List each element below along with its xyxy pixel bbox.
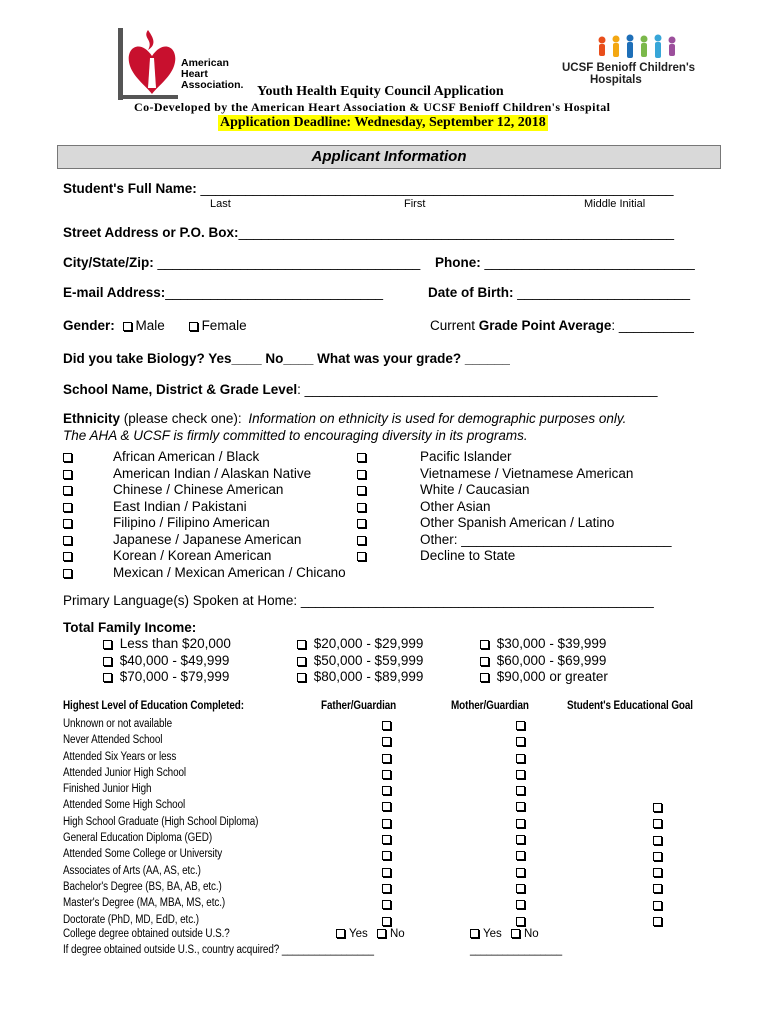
ethnicity-option-label: Filipino / Filipino American [113,515,270,530]
mother-education-checkbox[interactable] [516,884,525,893]
father-education-checkbox[interactable] [382,868,391,877]
list-item[interactable] [103,653,231,670]
dob-input[interactable]: _______________________ [517,285,690,300]
father-education-checkbox[interactable] [382,851,391,860]
list-item[interactable] [103,669,231,686]
dob-label: Date of Birth: [428,285,514,300]
list-item[interactable] [297,653,423,670]
list-item: Bachelor's Degree (BS, BA, AB, etc.) [63,880,222,893]
list-item[interactable] [357,532,672,549]
language-label: Primary Language(s) Spoken at Home: [63,593,298,608]
gpa-label-prefix: Current [430,318,479,333]
income-checkbox[interactable] [480,640,489,649]
ethnicity-checkbox[interactable] [63,503,72,512]
section-header-bar [57,145,721,169]
father-outside-yes-label: Yes [349,928,368,940]
list-item[interactable] [357,499,672,516]
form-title: Youth Health Equity Council Application [257,84,504,99]
income-option-label: $30,000 - $39,999 [496,636,607,651]
father-outside-no-label: No [389,928,405,940]
ethnicity-option-label: Chinese / Chinese American [113,482,284,497]
father-outside-yes-checkbox[interactable] [336,929,345,938]
father-education-checkbox[interactable] [382,721,391,730]
income-col-2 [297,636,423,686]
father-education-checkbox[interactable] [382,900,391,909]
income-option-label: $40,000 - $49,999 [119,652,230,668]
list-item[interactable] [480,653,608,670]
mother-guardian-header: Mother/Guardian [451,700,529,712]
full-name-label: Student's Full Name: [63,181,197,196]
mother-education-checkbox[interactable] [516,737,525,746]
gender-male-label: Male [135,318,165,333]
gender-female-checkbox[interactable] [189,322,198,331]
mother-education-checkbox[interactable] [516,786,525,795]
mother-education-checkbox[interactable] [516,770,525,779]
list-item[interactable] [63,482,346,499]
list-item: Doctorate (PhD, MD, EdD, etc.) [63,913,199,926]
mother-education-checkbox[interactable] [516,900,525,909]
ethnicity-label: Ethnicity [63,411,121,426]
mother-education-checkbox[interactable] [516,868,525,877]
mother-education-checkbox[interactable] [516,802,525,811]
list-item[interactable] [357,548,672,565]
full-name-input[interactable]: _______________________________________________________________ [200,181,674,196]
ethnicity-checkbox[interactable] [357,453,366,462]
ethnicity-option-label: Other Asian [420,498,491,514]
list-item[interactable] [103,636,231,653]
income-option-label: Less than $20,000 [119,636,231,651]
father-education-checkbox[interactable] [382,819,391,828]
gender-label: Gender: [63,318,115,333]
goal-education-checkbox[interactable] [653,884,662,893]
ethnicity-checkbox[interactable] [357,503,366,512]
ethnicity-checkbox[interactable] [357,552,366,561]
father-education-checkbox[interactable] [382,737,391,746]
father-checkbox-column [382,717,395,929]
father-education-checkbox[interactable] [382,770,391,779]
mother-checkbox-column [516,717,529,929]
income-checkbox[interactable] [103,657,112,666]
goal-education-checkbox[interactable] [653,819,662,828]
mother-education-checkbox[interactable] [516,835,525,844]
section-title: Applicant Information [311,148,467,165]
income-checkbox[interactable] [297,657,306,666]
list-item: Attended Some High School [63,799,186,812]
list-item[interactable] [357,482,672,499]
income-option-label: $90,000 or greater [496,669,608,684]
ethnicity-checkbox[interactable] [357,519,366,528]
name-part-middle: Middle Initial [584,198,646,210]
father-education-checkbox[interactable] [382,884,391,893]
list-item[interactable] [63,565,346,582]
email-label: E-mail Address: [63,285,166,300]
father-guardian-header: Father/Guardian [321,700,397,712]
form-subtitle: Co-Developed by the American Heart Association & UCSF Benioff Children's Hospital [134,100,611,114]
income-checkbox[interactable] [297,673,306,682]
ethnicity-right-list [357,449,672,565]
mother-education-checkbox[interactable] [516,917,525,926]
list-item[interactable] [297,636,423,653]
income-label: Total Family Income: [63,620,197,635]
mother-education-checkbox[interactable] [516,851,525,860]
aha-logo-text-3: Association. [181,79,244,91]
ethnicity-option-label: Mexican / Mexican American / Chicano [113,564,346,580]
list-item[interactable] [63,499,346,516]
phone-label: Phone: [435,255,481,270]
list-item[interactable] [63,532,346,549]
gender-male-checkbox[interactable] [123,322,132,331]
ucsf-logo-text-2: Hospitals [590,74,642,86]
ucsf-logo-text-1: UCSF Benioff Children's [562,62,696,74]
father-education-checkbox[interactable] [382,917,391,926]
income-option-label: $80,000 - $89,999 [313,669,424,684]
mother-outside-yes-label: Yes [483,928,502,940]
father-education-checkbox[interactable] [382,754,391,763]
school-label: School Name, District & Grade Level [63,382,298,397]
ethnicity-option-label: White / Caucasian [420,482,530,497]
ethnicity-option-label: Korean / Korean American [113,548,272,563]
ethnicity-checkbox[interactable] [63,569,72,578]
income-checkbox[interactable] [103,673,112,682]
school-input[interactable]: : _______________________________________________ [297,382,658,397]
list-item: Attended Some College or University [63,848,223,861]
email-input[interactable]: _____________________________ [165,285,384,300]
phone-input[interactable]: ____________________________ [484,255,695,270]
gpa-input[interactable]: : __________ [611,318,694,333]
mother-education-checkbox[interactable] [516,754,525,763]
ethnicity-option-label: Other Spanish American / Latino [420,515,615,530]
mother-outside-no-label: No [523,928,539,940]
ethnicity-checkbox[interactable] [63,486,72,495]
mother-outside-no-checkbox[interactable] [511,929,520,938]
mother-education-checkbox[interactable] [516,721,525,730]
ethnicity-option-label: Pacific Islander [420,449,512,464]
list-item[interactable] [480,636,608,653]
income-col-3 [480,636,608,686]
goal-checkbox-column [653,799,666,929]
ethnicity-option-label: Vietnamese / Vietnamese American [420,465,634,481]
list-item[interactable] [63,548,346,565]
ethnicity-note-2: The AHA & UCSF is firmly committed to encouraging diversity in its programs. [63,428,528,443]
city-label: City/State/Zip: [63,255,154,270]
goal-education-checkbox[interactable] [653,868,662,877]
list-item[interactable] [63,466,346,483]
ethnicity-checkbox[interactable] [357,536,366,545]
list-item[interactable] [480,669,608,686]
father-education-checkbox[interactable] [382,802,391,811]
aha-logo [118,28,258,100]
goal-education-checkbox[interactable] [653,852,662,861]
list-item: Attended Six Years or less [63,750,177,763]
aha-logo-text-1: American [181,57,229,69]
father-education-checkbox[interactable] [382,786,391,795]
list-item[interactable] [63,515,346,532]
application-deadline: Application Deadline: Wednesday, September 12, 2018 [220,115,546,130]
income-checkbox[interactable] [103,640,112,649]
ethnicity-option-label: Other: ____________________________ [420,531,672,547]
list-item[interactable] [297,669,423,686]
ethnicity-checkbox[interactable] [63,536,72,545]
goal-education-checkbox[interactable] [653,836,662,845]
income-option-label: $50,000 - $59,999 [313,652,424,668]
list-item: Never Attended School [63,734,163,747]
gpa-label: Grade Point Average [478,318,612,333]
goal-education-checkbox[interactable] [653,803,662,812]
ethnicity-checkbox[interactable] [357,486,366,495]
aha-logo-text-2: Heart [181,68,208,80]
income-option-label: $20,000 - $29,999 [313,636,424,651]
ethnicity-checkbox[interactable] [63,519,72,528]
list-item: Attended Junior High School [63,766,187,779]
ethnicity-option-label: Japanese / Japanese American [113,531,302,547]
children-figures-icon [594,34,684,62]
list-item[interactable] [357,449,672,466]
ethnicity-option-label: African American / Black [113,449,260,464]
ethnicity-checkbox[interactable] [357,470,366,479]
outside-us-label: College degree obtained outside U.S.? [63,928,230,940]
ethnicity-option-label: East Indian / Pakistani [113,498,247,514]
ethnicity-checkbox[interactable] [63,453,72,462]
name-part-last: Last [210,198,231,210]
income-checkbox[interactable] [480,657,489,666]
goal-education-checkbox[interactable] [653,901,662,910]
ethnicity-checkbox[interactable] [63,552,72,561]
income-col-1 [103,636,231,686]
mother-country-input[interactable]: _________________ [470,944,563,956]
ethnicity-option-label: Decline to State [420,548,516,563]
educational-goal-header: Student's Educational Goal [567,700,693,712]
mother-education-checkbox[interactable] [516,819,525,828]
list-item[interactable] [357,466,672,483]
gender-female-label: Female [201,318,247,333]
ethnicity-checkbox[interactable] [63,470,72,479]
list-item: Finished Junior High [63,783,152,796]
list-item: Unknown or not available [63,718,172,730]
city-input[interactable]: ___________________________________ [157,255,421,270]
street-input[interactable]: __________________________________________________________ [238,225,675,240]
mother-outside-yes-checkbox[interactable] [470,929,479,938]
ethnicity-instruction: (please check one): [123,411,242,426]
income-option-label: $60,000 - $69,999 [496,652,607,668]
ethnicity-option-label: American Indian / Alaskan Native [113,465,312,481]
list-item[interactable] [357,515,672,532]
country-acquired-field[interactable]: If degree obtained outside U.S., country acquired? _________________ [63,944,374,956]
list-item: General Education Diploma (GED) [63,832,213,845]
street-label: Street Address or P.O. Box: [63,225,239,240]
list-item: High School Graduate (High School Diploma) [63,815,259,828]
name-part-first: First [404,198,426,210]
income-checkbox[interactable] [480,673,489,682]
list-item: Associates of Arts (AA, AS, etc.) [63,864,201,877]
income-checkbox[interactable] [297,640,306,649]
list-item[interactable] [63,449,346,466]
education-levels-list [63,716,290,928]
father-outside-no-checkbox[interactable] [377,929,386,938]
ethnicity-note-1: Information on ethnicity is used for demographic purposes only. [248,411,627,426]
goal-education-checkbox[interactable] [653,917,662,926]
ucsf-logo [562,34,712,94]
language-input[interactable]: _______________________________________________ [300,593,654,608]
list-item: Master's Degree (MA, MBA, MS, etc.) [63,897,226,910]
biology-question[interactable]: Did you take Biology? Yes____ No____ What was your grade? ______ [63,351,510,366]
income-option-label: $70,000 - $79,999 [119,669,230,684]
ethnicity-left-list [63,449,346,581]
education-level-header: Highest Level of Education Completed: [63,700,244,712]
father-education-checkbox[interactable] [382,835,391,844]
